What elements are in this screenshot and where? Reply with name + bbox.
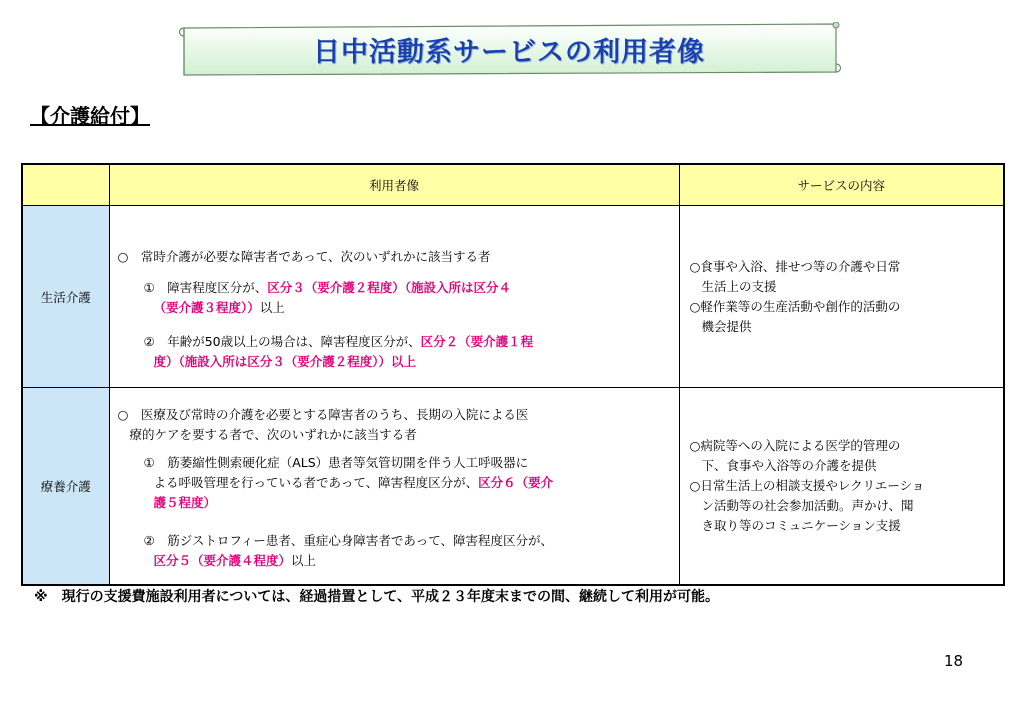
title-banner	[176, 22, 842, 77]
header-corner	[22, 164, 109, 206]
criterion-2: ② 筋ジストロフィー患者、重症心身障害者であって、障害程度区分が、	[143, 532, 553, 548]
section-heading: 【介護給付】	[30, 104, 150, 128]
criterion-1: ① 障害程度区分が、区分３（要介護２程度）（施設入所は区分４	[143, 280, 511, 295]
criterion-2: ② 年齢が50歳以上の場合は、障害程度区分が、区分２（要介護１程	[143, 334, 534, 349]
eligibility-lead: ○ 常時介護が必要な障害者であって、次のいずれかに該当する者	[117, 249, 491, 264]
user-profile-ryoyo-kaigo	[109, 388, 679, 585]
emphasis-text: 区分２（要介護１程	[420, 334, 534, 349]
criterion-2-cont: 区分５（要介護４程度）以上	[153, 552, 317, 568]
service-content-ryoyo-kaigo: ○病院等への入院による医学的管理の 下、食事や入浴等の介護を提供 ○日常生活上の相談支援やレクリエーショ ン活動等の社会参加活動。声かけ、聞 き取り等のコミュニケーション支援	[679, 388, 1004, 585]
row-label-ryoyo-kaigo: 療養介護	[22, 388, 109, 585]
criterion-1-cont: （要介護３程度））以上	[153, 300, 285, 315]
emphasis-text: 区分６（要介	[478, 474, 554, 490]
criterion-1: ① 筋萎縮性側索硬化症（ALS）患者等気管切開を伴う人工呼吸器に	[143, 454, 529, 470]
criterion-1-cont: よる呼吸管理を行っている者であって、障害程度区分が、区分６（要介	[153, 474, 554, 490]
page-number: 18	[944, 652, 964, 670]
eligibility-lead: ○ 医療及び常時の介護を必要とする障害者のうち、長期の入院による医	[117, 406, 529, 422]
emphasis-text: 護５程度）	[153, 494, 217, 510]
table-row	[22, 206, 1004, 388]
table-row	[22, 388, 1004, 585]
user-profile-seikatsu-kaigo	[109, 206, 679, 388]
service-content-seikatsu-kaigo: ○食事や入浴、排せつ等の介護や日常 生活上の支援 ○軽作業等の生産活動や創作的活動の 機会提供	[679, 206, 1004, 388]
eligibility-lead-cont: 療的ケアを要する者で、次のいずれかに該当する者	[129, 426, 417, 442]
header-service-content: サービスの内容	[679, 164, 1004, 206]
criterion-1-cont2	[118, 493, 671, 513]
table-header-row	[22, 164, 1004, 206]
emphasis-text: 度）（施設入所は区分３（要介護２程度））以上	[153, 354, 417, 369]
row-label-seikatsu-kaigo: 生活介護	[22, 206, 109, 388]
emphasis-text: 区分５（要介護４程度）	[153, 552, 292, 568]
user-profile-table	[21, 163, 1005, 586]
page-title: 日中活動系サービスの利用者像	[313, 37, 705, 68]
transition-note: ※ 現行の支援費施設利用者については、経過措置として、平成２３年度末までの間、継続して利用が可能。	[34, 589, 720, 605]
emphasis-text: （要介護３程度））	[153, 300, 260, 315]
header-user-profile: 利用者像	[109, 164, 679, 206]
emphasis-text: 区分３（要介護２程度）（施設入所は区分４	[267, 280, 511, 295]
criterion-2-cont	[118, 352, 671, 372]
